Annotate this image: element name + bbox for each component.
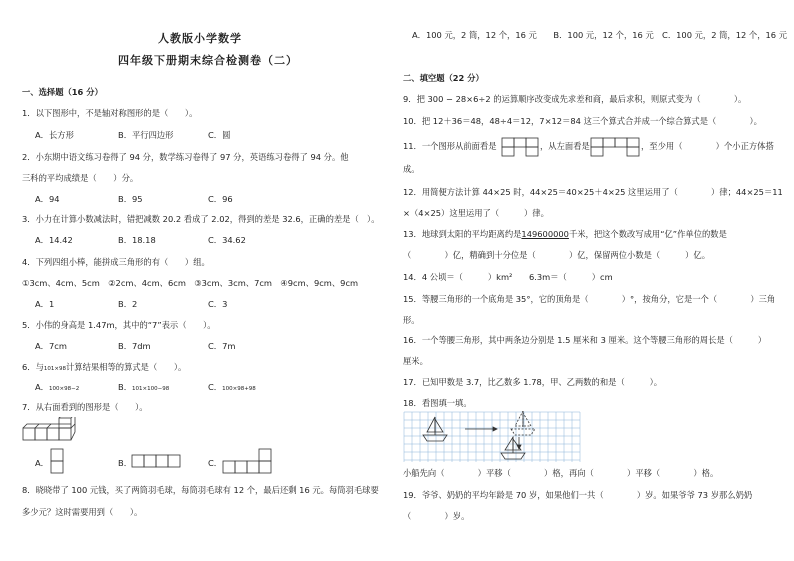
q11-text-post: ，至少用（ ）个小正方体搭 [641,141,774,151]
q6-text [22,362,186,375]
q11-line2: 成。 [403,164,420,174]
q8-line1: 8．晓晓带了 100 元钱，买了两筒羽毛球，每筒羽毛球有 12 个，最后还剩 16 元。每筒羽毛球要 [22,485,379,495]
q6-option-a-label: A． [35,382,49,392]
q3-option-a: A．14.42 [35,235,73,245]
q4-option-b: B．2 [118,299,138,309]
q3-option-b: B．18.18 [118,235,156,245]
q10-text: 10．把 12＋36＝48，48÷4＝12，7×12＝84 这三个算式合并成一个综合算式是（ ）。 [403,116,762,126]
q2-option-b: B．95 [118,194,143,204]
q13-text-post: 千米，把这个数改写成用“亿”作单位的数是 [568,229,727,239]
q13-distance-number: 149600000 [521,229,569,239]
q8-line2: 多少元？这时需要用到（ ）。 [22,507,143,517]
q17-text: 17．已知甲数是 3.7，比乙数多 1.78，甲、乙两数的和是（ ）。 [403,377,663,387]
q6-expression: 101×98 [43,366,66,372]
q6-option-b [118,382,169,395]
q15-line2: 形。 [403,315,420,325]
q5-text: 5．小伟的身高是 1.47m，其中的“7”表示（ ）。 [22,320,216,330]
q15-line1: 15．等腰三角形的一个底角是 35°，它的顶角是（ ）°，按角分，它是一个（ ）三角 [403,294,776,304]
q6-text-post: 计算结果相等的算式是（ ）。 [65,362,187,372]
q2-line1: 2．小东期中语文练习卷得了 94 分，数学练习卷得了 97 分，英语练习卷得了 94 分。他 [22,152,349,162]
q4-text: 4．下列四组小棒，能拼成三角形的有（ ）组。 [22,257,210,267]
q7-option-a-figure [50,448,64,474]
q12-line2: ×（4×25）这里运用了（ ）律。 [403,208,549,218]
q18-boat-grid [403,411,581,463]
q4-option-a: A．1 [35,299,55,309]
q5-option-b: B．7dm [118,341,151,351]
q13-text-pre: 13．地球到太阳的平均距离约是 [403,229,522,239]
section-fill-heading: 二、填空题（22 分） [403,73,484,83]
q11-left-view-figure [590,137,640,157]
q6-text-pre: 6．与 [22,362,44,372]
q6-option-b-expr: 101×100−98 [132,386,170,392]
q13-line2: （ ）亿，精确到十分位是（ ）亿，保留两位小数是（ ）亿。 [403,250,710,260]
exam-subtitle: 四年级下册期末综合检测卷（二） [118,54,298,67]
q5-option-a: A．7cm [35,341,67,351]
q7-cube-figure [22,417,82,443]
q11-text-mid: ，从左面看是 [540,141,590,151]
section-choice-heading: 一、选择题（16 分） [22,87,103,97]
q6-option-c [208,382,256,395]
q1-option-b: B．平行四边形 [118,130,174,140]
q6-option-a-expr: 100×98−2 [48,386,80,392]
q18-answer-line: 小船先向（ ）平移（ ）格，再向（ ）平移（ ）格。 [403,468,719,478]
q3-text: 3．小力在计算小数减法时，错把减数 20.2 看成了 2.02，得到的差是 32.6，正确的差是（ ）。 [22,214,380,224]
exam-title: 人教版小学数学 [158,32,242,45]
q5-option-c: C．7m [208,341,236,351]
q11-text [403,141,497,152]
q8-choices: A．100 元，2 筒，12 个，16 元 B．100 元，12 个，16 元 C．100 元，2 筒，12 个，16 元 [412,30,788,40]
q1-option-a: A．长方形 [35,130,74,140]
q1-option-c: C．圆 [208,130,231,140]
q6-option-a [35,382,79,395]
q1-text: 1．以下图形中，不是轴对称图形的是（ ）。 [22,108,198,118]
q6-option-b-label: B． [118,382,132,392]
q9-text: 9．把 300 − 28×6÷2 的运算顺序改变成先求差和商，最后求积，则原式变为（ ）。 [403,94,747,104]
q11-text-pre: 11．一个图形从前面看是 [403,141,497,151]
q6-option-c-expr: 100×98+98 [222,386,256,392]
q3-option-c: C．34.62 [208,235,246,245]
q6-option-c-label: C． [208,382,223,392]
q19-line1: 19．爷爷、奶奶的平均年龄是 70 岁，如果他们一共（ ）岁。如果爷爷 73 岁那么奶奶 [403,490,753,500]
q14-text: 14．4 公顷＝（ ）km² 6.3m＝（ ）cm [403,272,613,282]
q7-text: 7．从右面看到的图形是（ ）。 [22,402,148,412]
q7-option-a: A． [35,458,49,468]
q2-line2: 三科的平均成绩是（ ）分。 [22,173,139,183]
q19-line2: （ ）岁。 [403,511,470,521]
q2-option-a: A．94 [35,194,60,204]
q7-option-c-figure [222,448,272,474]
q7-option-b-figure [131,454,181,468]
q2-option-c: C．96 [208,194,233,204]
q18-text: 18．看图填一填。 [403,398,472,408]
q4-groups: ①3cm、4cm、5cm ②2cm、4cm、6cm ③3cm、3cm、7cm ④9cm、9cm、9cm [22,278,359,288]
q11-front-view-figure [501,137,539,157]
q4-option-c: C．3 [208,299,228,309]
q7-option-b: B． [118,458,132,468]
q16-line2: 厘米。 [403,356,428,366]
q12-line1: 12．用简便方法计算 44×25 时，44×25＝40×25＋4×25 这里运用了（ ）律；44×25＝11 [403,187,783,197]
q7-option-c: C． [208,458,223,468]
q16-line1: 16．一个等腰三角形，其中两条边分别是 1.5 厘米和 3 厘米。这个等腰三角形的周长是（ ） [403,335,767,345]
q13-line1 [403,229,727,240]
